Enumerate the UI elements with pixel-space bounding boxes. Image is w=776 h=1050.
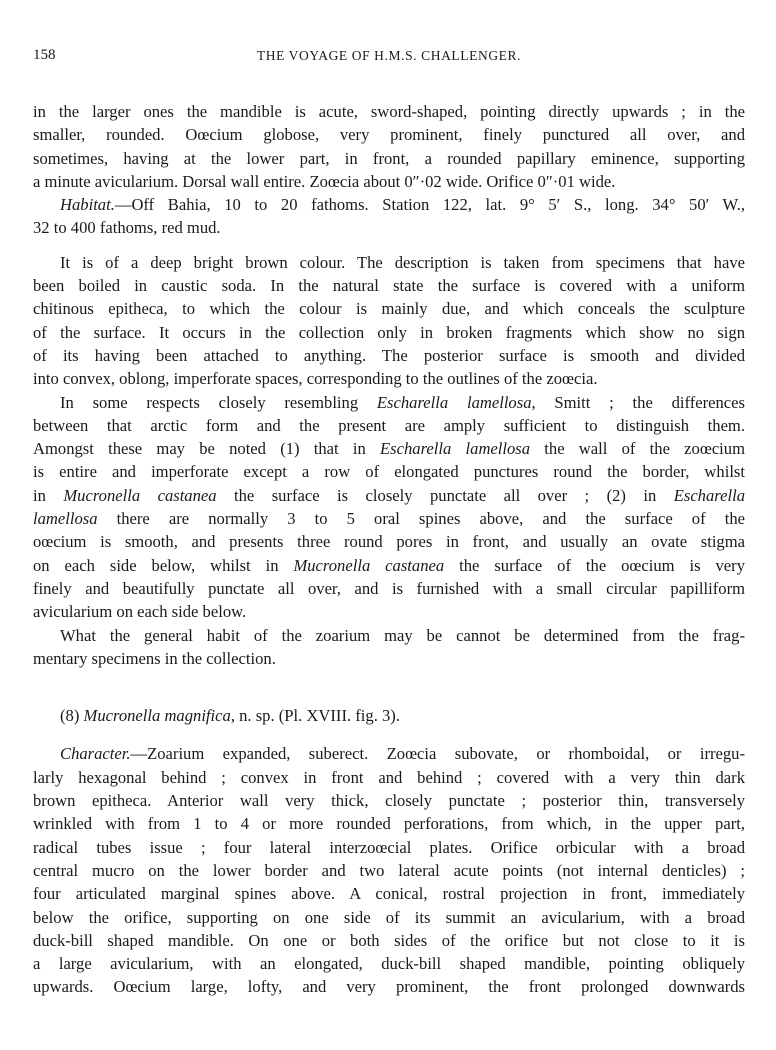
text-segment: (8)	[60, 706, 84, 726]
text-segment: a large avicularium, with an elongated, duck-bill shaped mandible, pointing obliquely	[33, 954, 745, 974]
text-line	[33, 484, 745, 507]
text-segment: finely and beautifully punctate all over, and is furnished with a small circular papilliform	[33, 578, 745, 598]
text-line	[33, 859, 745, 882]
text-line	[33, 344, 745, 367]
text-segment: brown epitheca. Anterior wall very thick, closely punctate ; posterior thin, transversely	[33, 791, 745, 811]
italic-text: Mucronella castanea	[293, 555, 445, 575]
text-line	[33, 704, 745, 727]
text-line	[33, 437, 745, 460]
text-segment: , n. sp. (Pl. XVIII. fig. 3).	[230, 706, 400, 726]
text-segment: there are normally 3 to 5 oral spines above, and the surface of the	[97, 509, 745, 529]
paragraph	[33, 100, 745, 193]
text-segment: on each side below, whilst in	[33, 555, 294, 575]
text-segment: What the general habit of the zoarium may be cannot be determined from the frag-	[60, 625, 745, 645]
text-segment: in	[33, 485, 64, 505]
text-segment: radical tubes issue ; four lateral interzoœcial plates. Orifice orbicular with a broad	[33, 837, 745, 857]
text-segment: oœcium is smooth, and presents three round pores in front, and usually an ovate stigma	[33, 532, 745, 552]
text-segment: , Smitt ; the differences	[531, 392, 745, 412]
italic-text: Character.	[60, 744, 131, 764]
text-segment: In some respects closely resembling	[60, 392, 377, 412]
text-segment: avicularium on each side below.	[33, 602, 247, 622]
text-line	[33, 812, 745, 835]
text-segment: in the larger ones the mandible is acute, sword-shaped, pointing directly upwards ; in the	[33, 102, 745, 121]
text-segment: chitinous epitheca, to which the colour is mainly due, and which conceals the sculpture	[33, 299, 745, 319]
text-line	[33, 789, 745, 812]
text-line	[33, 274, 745, 297]
text-segment: central mucro on the lower border and two lateral acute points (not internal denticles) ;	[33, 860, 745, 880]
text-line	[33, 882, 745, 905]
text-line	[33, 952, 745, 975]
text-segment: It is of a deep bright brown colour. The description is taken from specimens that have	[60, 252, 745, 272]
paragraph	[33, 624, 745, 671]
text-segment: Amongst these may be noted (1) that in	[33, 439, 381, 459]
text-segment: duck-bill shaped mandible. On one or both sides of the orifice but not close to it is	[33, 930, 745, 950]
text-line	[33, 647, 745, 670]
text-line	[33, 530, 745, 553]
text-segment: of its having been attached to anything. The posterior surface is smooth and divided	[33, 345, 745, 365]
text-line	[33, 367, 745, 390]
text-line	[33, 742, 745, 765]
text-line	[33, 766, 745, 789]
text-segment: the surface of the oœcium is very	[444, 555, 745, 575]
text-segment: sometimes, having at the lower part, in front, a rounded papillary eminence, supporting	[33, 148, 745, 168]
section-heading	[33, 704, 745, 727]
running-title: THE VOYAGE OF H.M.S. CHALLENGER.	[256, 48, 522, 63]
italic-text: lamellosa	[33, 509, 98, 529]
text-segment: —Zoarium expanded, suberect. Zoœcia subovate, or rhomboidal, or irregu-	[130, 744, 745, 764]
text-line	[33, 147, 745, 170]
italic-text: Mucronella magnifica	[83, 706, 231, 726]
text-line	[33, 975, 745, 998]
paragraph	[33, 193, 745, 240]
text-segment: of the surface. It occurs in the collection only in broken fragments which show no sign	[33, 322, 745, 342]
text-line	[33, 391, 745, 414]
text-line	[33, 216, 745, 239]
text-line	[33, 836, 745, 859]
paragraph	[33, 251, 745, 391]
text-line	[33, 193, 745, 216]
text-line	[33, 577, 745, 600]
page-body	[33, 100, 745, 999]
paragraph	[33, 391, 745, 624]
italic-text: Habitat.	[60, 195, 115, 215]
text-segment: larly hexagonal behind ; convex in front and behind ; covered with a very thin dark	[33, 767, 745, 787]
italic-text: Escharella lamellosa	[380, 439, 531, 459]
italic-text: Escharella	[673, 485, 745, 505]
text-segment: been boiled in caustic soda. In the natural state the surface is covered with a uniform	[33, 276, 745, 296]
text-segment: 32 to 400 fathoms, red mud.	[33, 218, 221, 238]
text-segment: is entire and imperforate except a row of elongated punctures round the border, whilst	[33, 462, 745, 482]
text-line	[33, 414, 745, 437]
text-segment: between that arctic form and the present are amply sufficient to distinguish them.	[33, 415, 745, 435]
text-line	[33, 929, 745, 952]
text-segment: mentary specimens in the collection.	[33, 648, 276, 668]
text-segment: the surface is closely punctate all over ; (2) in	[216, 485, 674, 505]
text-line	[33, 321, 745, 344]
text-line	[33, 624, 745, 647]
text-segment: a minute avicularium. Dorsal wall entire. Zoœcia about 0″·02 wide. Orifice 0″·01 wide.	[33, 171, 616, 191]
text-segment: —Off Bahia, 10 to 20 fathoms. Station 122, lat. 9° 5′ S., long. 34° 50′ W.,	[114, 195, 745, 215]
text-line	[33, 554, 745, 577]
text-line	[33, 123, 745, 146]
text-segment: upwards. Oœcium large, lofty, and very prominent, the front prolonged downwards	[33, 977, 745, 997]
paragraph	[33, 742, 745, 998]
page-number: 158	[33, 47, 56, 63]
text-segment: below the orifice, supporting on one side of its summit an avicularium, with a broad	[33, 907, 745, 927]
running-header	[33, 47, 745, 67]
text-line	[33, 170, 745, 193]
text-segment: the wall of the zoœcium	[530, 439, 745, 459]
text-segment: smaller, rounded. Oœcium globose, very prominent, finely punctured all over, and	[33, 125, 745, 145]
text-segment: into convex, oblong, imperforate spaces, corresponding to the outlines of the zoœcia.	[33, 369, 598, 389]
text-line	[33, 100, 745, 123]
text-segment: wrinkled with from 1 to 4 or more rounded perforations, from which, in the upper part,	[33, 814, 745, 834]
text-segment: four articulated marginal spines above. A conical, rostral projection in front, immediately	[33, 884, 745, 904]
text-line	[33, 600, 745, 623]
italic-text: Escharella lamellosa	[376, 392, 532, 412]
text-line	[33, 507, 745, 530]
text-line	[33, 460, 745, 483]
text-line	[33, 906, 745, 929]
text-line	[33, 297, 745, 320]
italic-text: Mucronella castanea	[63, 485, 217, 505]
text-line	[33, 251, 745, 274]
